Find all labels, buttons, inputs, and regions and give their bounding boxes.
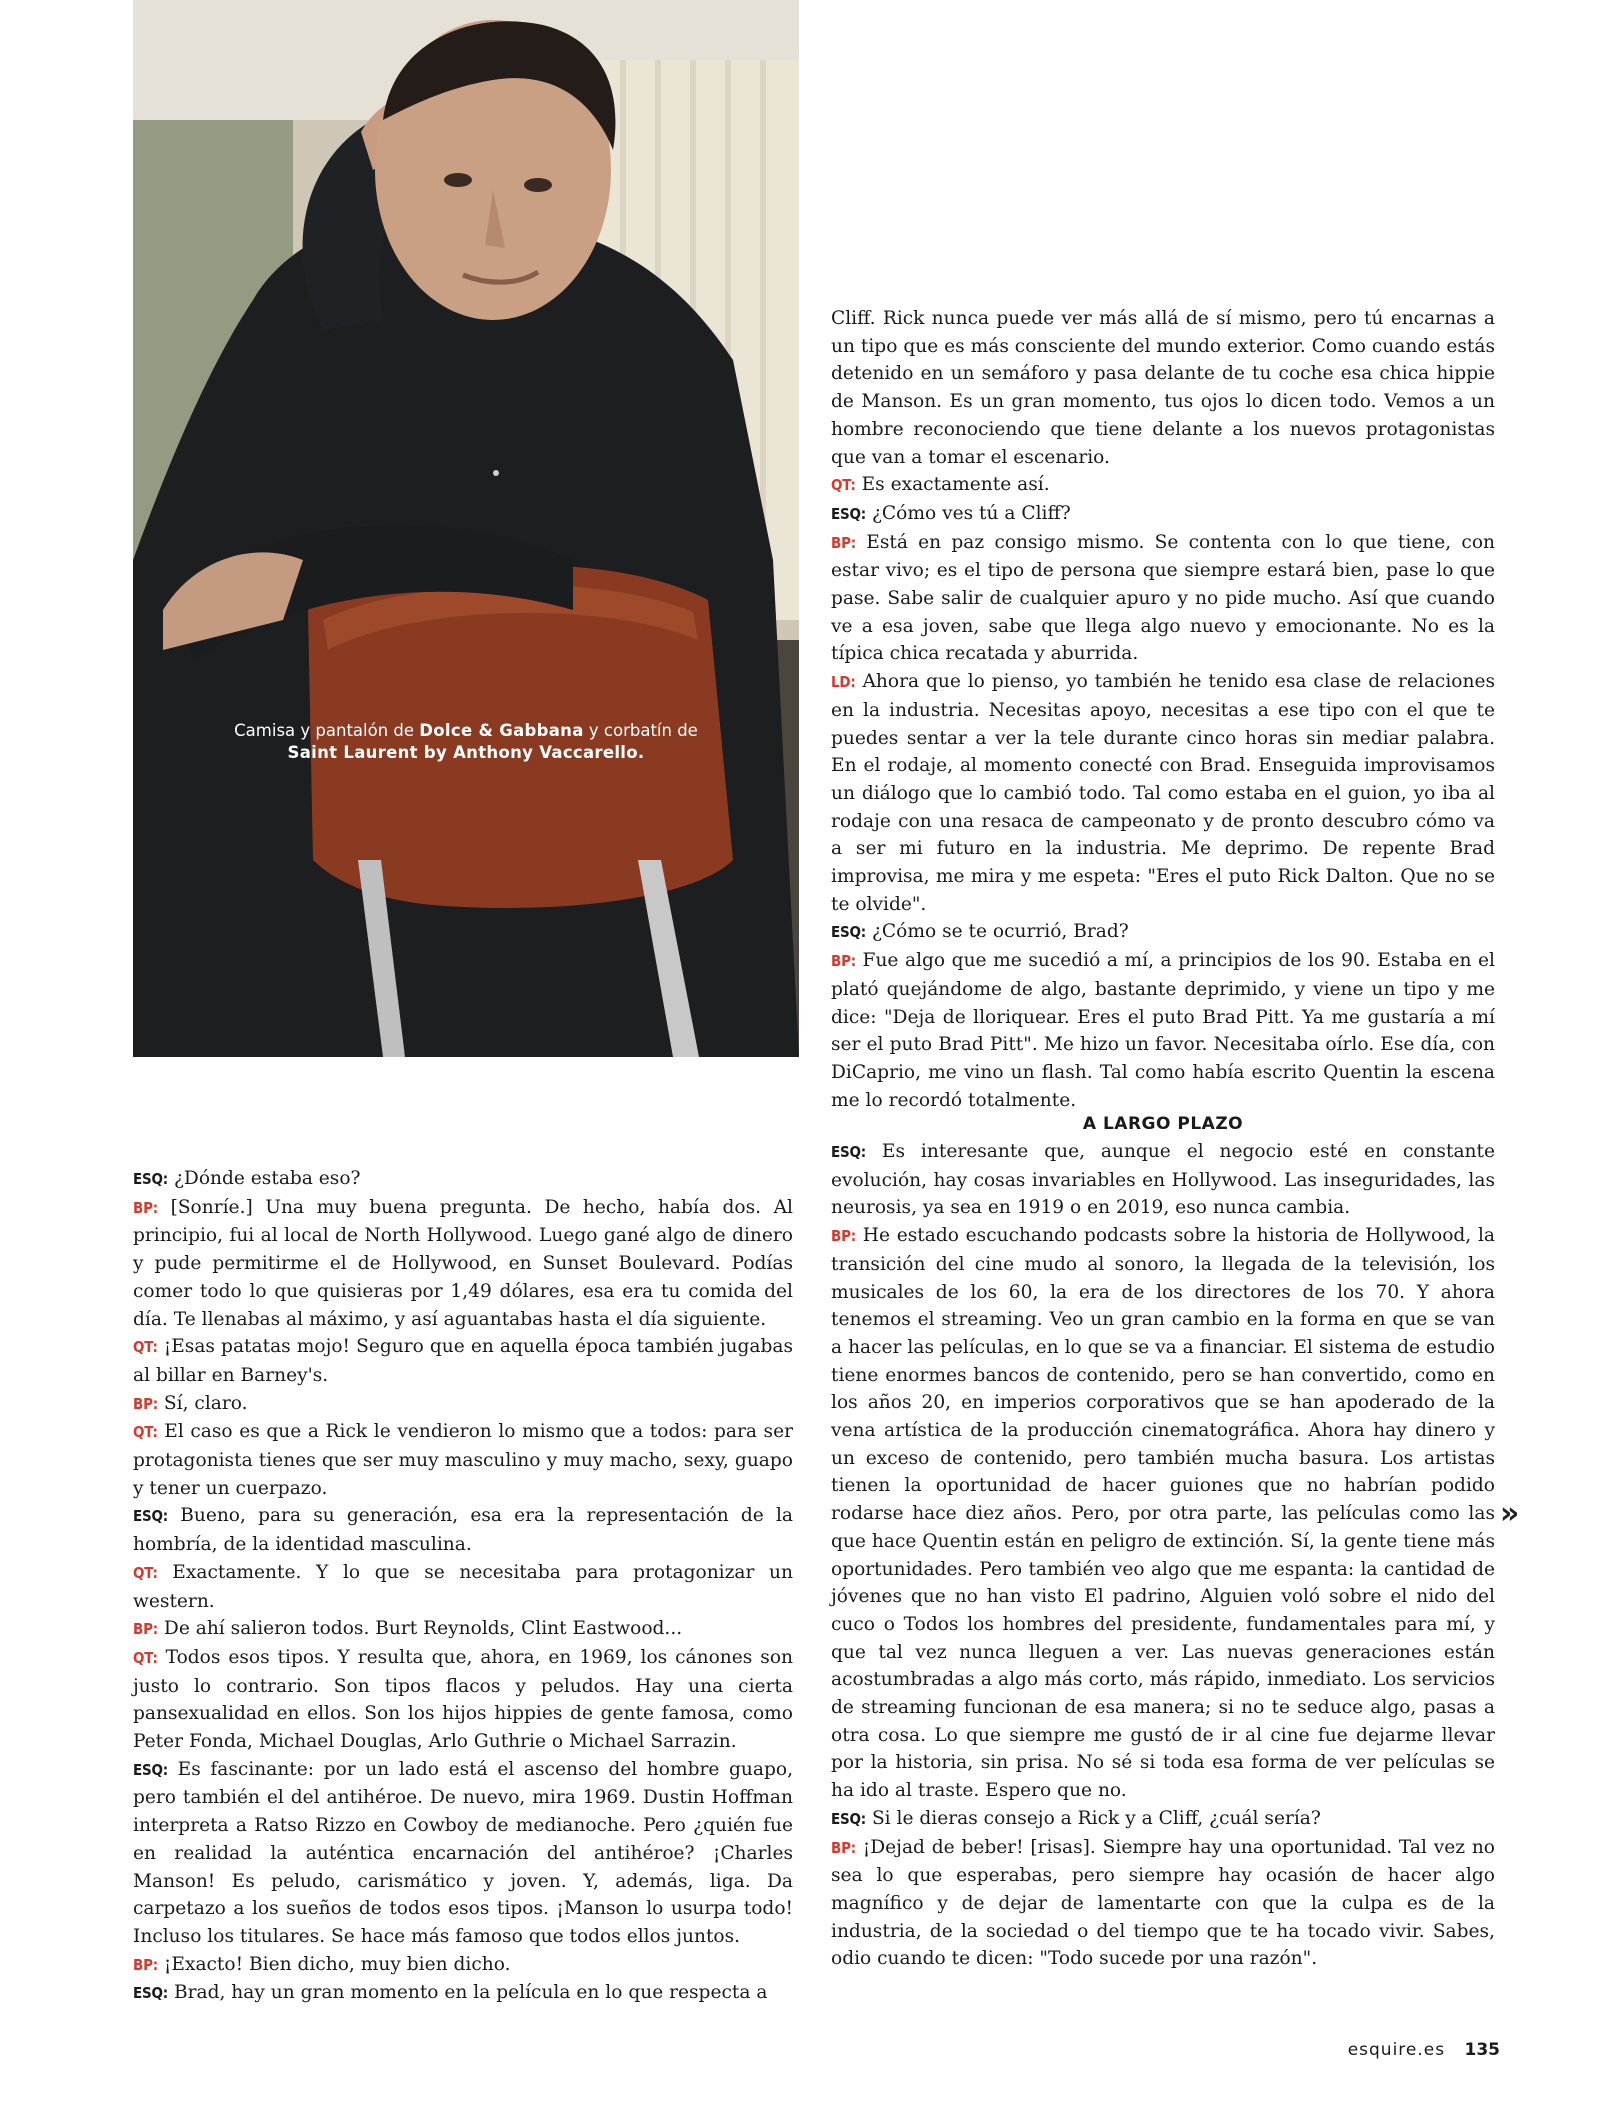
speaker-text: Exactamente. Y lo que se necesitaba para protagonizar un western. — [133, 1561, 793, 1612]
speaker-text: Sí, claro. — [163, 1392, 248, 1414]
speaker-text: Es exactamente así. — [861, 474, 1050, 496]
interview-paragraph — [133, 1644, 793, 1756]
speaker-label: BP: — [831, 952, 856, 971]
interview-column-right-top — [831, 305, 1495, 1114]
speaker-label: ESQ: — [133, 1507, 169, 1526]
interview-paragraph — [831, 918, 1495, 947]
interview-paragraph — [831, 1138, 1495, 1222]
speaker-label: QT: — [133, 1338, 158, 1357]
speaker-label: ESQ: — [831, 1809, 867, 1828]
speaker-label: ESQ: — [831, 1143, 867, 1161]
speaker-label: BP: — [831, 533, 856, 552]
speaker-label: BP: — [133, 1198, 158, 1217]
speaker-text: He estado escuchando podcasts sobre la historia de Hollywood, la transición del cine mudo al sonoro, la llegada de la televisión, los musicales de los 60, la era de los directores de los 70. Y ahora tenemos el streaming. Veo un gran cambio en la forma en que se van a hacer las películas, en lo que se va a financiar. El sistema de estudio tiene enormes bancos de contenido, pero se han convertido, como en los años 20, en imperios corporativos que se han apoderado de la vena artística de la producción cinematográfica. Ahora hay dinero y un exceso de contenido, pero también mucha basura. Los artistas tienen la oportunidad de hacer guiones que no habrían podido rodarse hace diez años. Pero, por otra parte, las películas como las que hace Quentin están en peligro de extinción. Sí, la gente tiene más oportunidades. Pero también veo algo que me espanta: la cantidad de jóvenes que no han visto El padrino, Alguien voló sobre el nido del cuco o Todos los hombres del presidente, fundamentales para mí, y que tal vez nunca lleguen a ver. Las nuevas generaciones están acostumbradas a algo más corto, más rápido, inmediato. Los servicios de streaming funcionan de esa manera; si no te seduce algo, pasas a otra cosa. Lo que siempre me gustó de ir al cine fue dejarme llevar por la historia, sin prisa. No sé si toda esa forma de ver películas se ha ido al traste. Espero que no. — [831, 1225, 1495, 1802]
interview-paragraph — [133, 1194, 793, 1334]
speaker-label: ESQ: — [831, 923, 867, 942]
interview-paragraph — [831, 529, 1495, 669]
interview-paragraph — [831, 947, 1495, 1114]
speaker-text: ¿Dónde estaba eso? — [173, 1168, 361, 1189]
speaker-label: BP: — [831, 1227, 856, 1246]
speaker-label: ESQ: — [133, 1984, 169, 2003]
portrait-illustration — [133, 0, 799, 1057]
interview-paragraph — [133, 1390, 793, 1419]
speaker-text: Está en paz consigo mismo. Se contenta con lo que tiene, con estar vivo; es el tipo de persona que siempre estará bien, pase lo que pase. Sabe salir de cualquier apuro y no pide mucho. Así que cuando ve a esa joven, sabe que llega algo nuevo y emocionante. No es la típica chica recatada y aburrida. — [831, 531, 1495, 665]
speaker-text: Fue algo que me sucedió a mí, a principios de los 90. Estaba en el plató quejándome de algo, bastante deprimido, y viene un tipo y me dice: "Deja de lloriquear. Eres el puto Brad Pitt. Ya me gustaría a mí ser el puto Brad Pitt". Me hizo un favor. Necesitaba oírlo. Ese día, con DiCaprio, me vino un flash. Tal como había escrito Quentin la escena me lo recordó totalmente. — [831, 950, 1495, 1111]
interview-column-right-bottom — [831, 1138, 1495, 1973]
interview-paragraph — [831, 668, 1495, 918]
speaker-text: ¡Dejad de beber! [risas]. Siempre hay una oportunidad. Tal vez no sea lo que esperabas, pero siempre hay ocasión de hacer algo magnífico y de dejar de lamentarte con que la culpa es de la industria, de la sociedad o del tiempo que te ha tocado vivir. Sabes, odio cuando te dicen: "Todo sucede por una razón". — [831, 1836, 1495, 1970]
interview-paragraph — [133, 1502, 793, 1558]
interview-paragraph — [831, 1805, 1495, 1834]
speaker-label: ESQ: — [133, 1760, 169, 1779]
page-footer — [1348, 2040, 1500, 2060]
page-number: 135 — [1464, 2040, 1500, 2060]
speaker-text: El caso es que a Rick le vendieron lo mismo que a todos: para ser protagonista tienes que ser muy masculino y muy macho, sexy, guapo y tener un cuerpazo. — [133, 1421, 793, 1499]
speaker-text: Todos esos tipos. Y resulta que, ahora, en 1969, los cánones son justo lo contrario. Son tipos flacos y peludos. Hay una cierta pansexualidad en ellos. Son los hijos hippies de gente famosa, como Peter Fonda, Michael Douglas, Arlo Guthrie o Michael Sarrazin. — [133, 1646, 793, 1753]
speaker-text: ¿Cómo ves tú a Cliff? — [871, 502, 1071, 524]
speaker-text: Ahora que lo pienso, yo también he tenido esa clase de relaciones en la industria. Necesitas apoyo, necesitas a ese tipo con el que te puedes sentar a ver la tele durante cinco horas sin mediar palabra. En el rodaje, al momento conecté con Brad. Enseguida improvisamos un diálogo que lo cambió todo. Tal como estaba en el guion, yo iba al rodaje con una resaca de campeonato y de pronto descubro cómo va a ser mi futuro en la industria. Me deprimo. De repente Brad improvisa, me mira y me espeta: "Eres el puto Rick Dalton. Que no se te olvide". — [831, 671, 1495, 915]
interview-paragraph — [133, 1418, 793, 1502]
interview-paragraph — [133, 1333, 793, 1389]
speaker-text: Brad, hay un gran momento en la película en lo que respecta a — [173, 1982, 768, 2004]
speaker-label: ESQ: — [133, 1170, 169, 1188]
interview-paragraph — [133, 1559, 793, 1615]
speaker-text: Bueno, para su generación, esa era la representación de la hombría, de la identidad masculina. — [133, 1505, 793, 1556]
interview-paragraph — [831, 1222, 1495, 1805]
speaker-text: ¿Cómo se te ocurrió, Brad? — [871, 921, 1129, 943]
interview-column-left — [133, 1165, 793, 2008]
speaker-label: LD: — [831, 673, 856, 692]
interview-paragraph — [133, 1951, 793, 1980]
speaker-label: BP: — [133, 1620, 158, 1639]
interview-paragraph — [133, 1979, 793, 2008]
interview-paragraph — [133, 1615, 793, 1644]
speaker-text: [Sonríe.] Una muy buena pregunta. De hecho, había dos. Al principio, fui al local de North Hollywood. Luego gané algo de dinero y pude permitirme el de Hollywood, en Sunset Boulevard. Podías comer todo lo que quisieras por 1,49 dólares, esa era tu comida del día. Te llenabas al máximo, y así aguantabas hasta el día siguiente. — [133, 1196, 794, 1330]
speaker-label: BP: — [133, 1955, 158, 1974]
speaker-label: BP: — [133, 1394, 158, 1413]
interview-paragraph — [831, 500, 1495, 529]
portrait-photo — [133, 0, 799, 1057]
continue-arrows-icon: » — [1500, 1496, 1520, 1531]
speaker-text: Si le dieras consejo a Rick y a Cliff, ¿cuál sería? — [871, 1807, 1321, 1829]
speaker-label: QT: — [133, 1563, 158, 1582]
speaker-text: ¡Esas patatas mojo! Seguro que en aquella época también jugabas al billar en Barney's. — [133, 1336, 793, 1386]
speaker-label: QT: — [831, 476, 856, 495]
section-heading: A LARGO PLAZO — [1082, 1114, 1244, 1134]
speaker-label: ESQ: — [831, 504, 867, 523]
speaker-text: ¡Exacto! Bien dicho, muy bien dicho. — [163, 1953, 511, 1975]
site-name: esquire.es — [1347, 2040, 1446, 2060]
speaker-label: BP: — [831, 1838, 856, 1857]
speaker-text: Es interesante que, aunque el negocio esté en constante evolución, hay cosas invariables en Hollywood. Las inseguridades, las neurosis, ya sea en 1919 o en 2019, eso nunca cambia. — [831, 1141, 1495, 1219]
speaker-text: Es fascinante: por un lado está el ascenso del hombre guapo, pero también el del antihéroe. De nuevo, mira 1969. Dustin Hoffman interpreta a Ratso Rizzo en Cowboy de medianoche. Pero ¿quién fue en realidad la auténtica encarnación del antihéroe? ¡Charles Manson! Es peludo, carismático y joven. Y, además, liga. Da carpetazo a los sueños de todos esos tipos. ¡Manson lo usurpa todo! Incluso los titulares. Se hace más famoso que todos ellos juntos. — [133, 1758, 793, 1947]
interview-paragraph — [831, 305, 1495, 471]
speaker-label: QT: — [133, 1648, 158, 1667]
speaker-label: QT: — [133, 1423, 158, 1442]
interview-paragraph — [133, 1756, 793, 1951]
speaker-text: Cliff. Rick nunca puede ver más allá de sí mismo, pero tú encarnas a un tipo que es más consciente del mundo exterior. Como cuando estás detenido en un semáforo y pasa delante de tu coche esa chica hippie de Manson. Es un gran momento, tus ojos lo dicen todo. Vemos a un hombre reconociendo que tiene delante a los nuevos protagonistas que van a tomar el escenario. — [831, 308, 1495, 468]
interview-paragraph — [831, 471, 1495, 500]
photo-caption: Camisa y pantalón de Dolce & Gabbana y corbatín de Saint Laurent by Anthony Vaccarello. — [234, 721, 698, 762]
speaker-text: De ahí salieron todos. Burt Reynolds, Clint Eastwood... — [163, 1618, 683, 1640]
interview-paragraph — [133, 1165, 793, 1194]
interview-paragraph — [831, 1834, 1495, 1974]
